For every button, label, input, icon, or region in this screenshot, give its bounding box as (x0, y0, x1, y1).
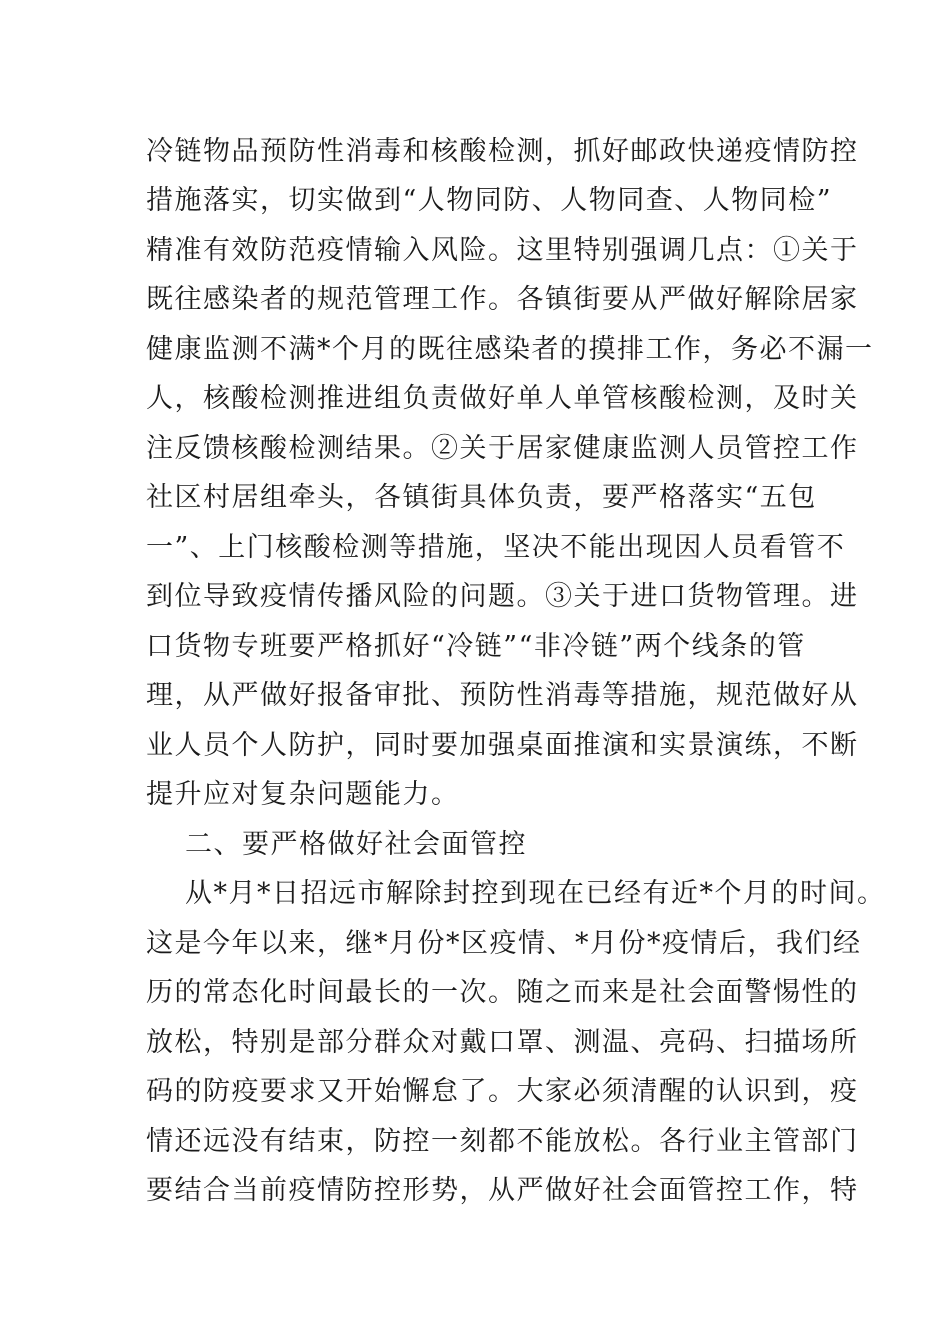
body-text-line: 到位导致疫情传播风险的问题。③关于进口货物管理。进 (146, 581, 859, 612)
body-text-line: 理，从严做好报备审批、预防性消毒等措施，规范做好从 (146, 680, 859, 711)
body-text-line: 提升应对复杂问题能力。 (146, 779, 460, 810)
body-text-line: 健康监测不满*个月的既往感染者的摸排工作，务必不漏一 (146, 334, 874, 365)
body-text-line: 人，核酸检测推进组负责做好单人单管核酸检测，及时关 (146, 383, 859, 414)
body-text-line: 精准有效防范疫情输入风险。这里特别强调几点：①关于 (146, 235, 859, 266)
body-text-line: 放松，特别是部分群众对戴口罩、测温、亮码、扫描场所 (146, 1027, 859, 1058)
body-text-line: 口货物专班要严格抓好“冷链”“非冷链”两个线条的管 (146, 631, 806, 662)
body-text-line: 这是今年以来，继*月份*区疫情、*月份*疫情后，我们经 (146, 928, 862, 959)
body-text-line: 措施落实，切实做到“人物同防、人物同查、人物同检” (146, 185, 833, 216)
body-text-line: 社区村居组牵头，各镇街具体负责，要严格落实“五包 (146, 482, 817, 513)
body-text-line: 一”、上门核酸检测等措施，坚决不能出现因人员看管不 (146, 532, 846, 563)
section-heading: 二、要严格做好社会面管控 (185, 829, 527, 860)
body-text-line: 注反馈核酸检测结果。②关于居家健康监测人员管控工作 (146, 433, 859, 464)
body-text-line: 从*月*日招远市解除封控到现在已经有近*个月的时间。 (185, 878, 886, 909)
body-text-line: 既往感染者的规范管理工作。各镇街要从严做好解除居家 (146, 284, 859, 315)
body-text-line: 要结合当前疫情防控形势，从严做好社会面管控工作，特 (146, 1175, 859, 1206)
body-text-line: 码的防疫要求又开始懈怠了。大家必须清醒的认识到，疫 (146, 1076, 859, 1107)
body-text-line: 冷链物品预防性消毒和核酸检测，抓好邮政快递疫情防控 (146, 136, 859, 167)
body-text-line: 业人员个人防护，同时要加强桌面推演和实景演练，不断 (146, 730, 859, 761)
body-text-line: 情还远没有结束，防控一刻都不能放松。各行业主管部门 (146, 1126, 859, 1157)
body-text-line: 历的常态化时间最长的一次。随之而来是社会面警惕性的 (146, 977, 859, 1008)
